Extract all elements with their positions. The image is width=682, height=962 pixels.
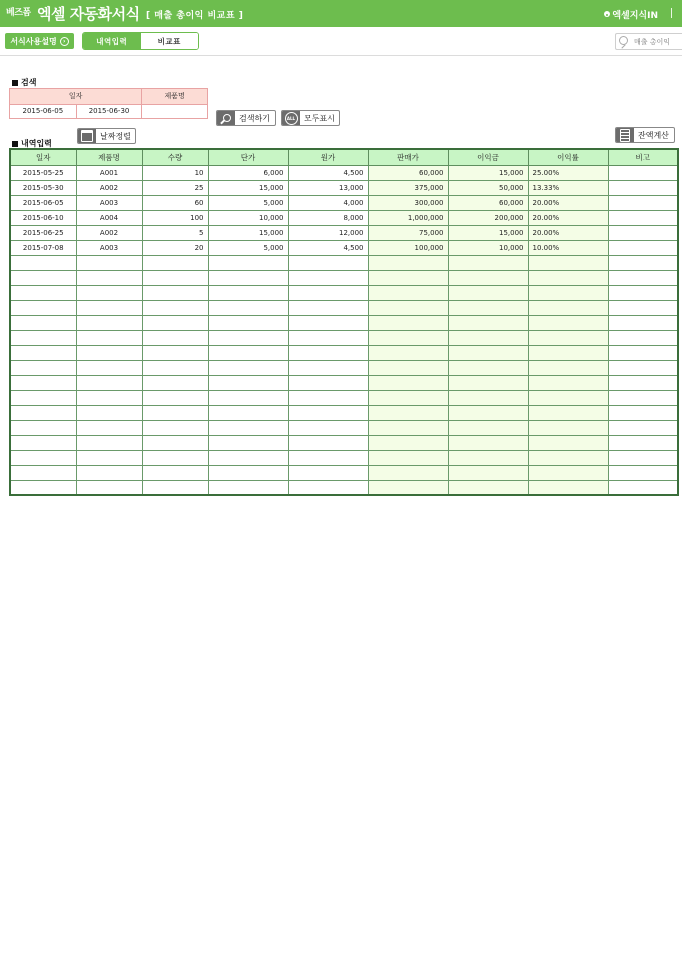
cell-profit[interactable]: 60,000 bbox=[448, 195, 528, 210]
cell-sale[interactable] bbox=[368, 285, 448, 300]
cell-date[interactable] bbox=[10, 345, 76, 360]
search-header-product: 제품명 bbox=[142, 89, 208, 105]
table-row bbox=[10, 240, 678, 255]
cell-note[interactable] bbox=[608, 450, 678, 465]
cell-sale[interactable] bbox=[368, 405, 448, 420]
cell-cost[interactable]: 8,000 bbox=[288, 210, 368, 225]
cell-profit[interactable]: 200,000 bbox=[448, 210, 528, 225]
cell-cost[interactable] bbox=[288, 450, 368, 465]
cell-sale[interactable] bbox=[368, 465, 448, 480]
calculator-icon bbox=[616, 128, 634, 142]
cell-cost[interactable] bbox=[288, 330, 368, 345]
table-row bbox=[10, 375, 678, 390]
cell-sale[interactable]: 100,000 bbox=[368, 240, 448, 255]
cell-product[interactable] bbox=[76, 405, 142, 420]
cell-date[interactable]: 2015-05-30 bbox=[10, 180, 76, 195]
cell-unit-price[interactable] bbox=[208, 465, 288, 480]
cell-profit[interactable] bbox=[448, 405, 528, 420]
cell-profit[interactable] bbox=[448, 315, 528, 330]
app-title: 엑셀 자동화서식 bbox=[37, 5, 140, 23]
search-date-from[interactable]: 2015-06-05 bbox=[10, 104, 77, 118]
cell-note[interactable] bbox=[608, 345, 678, 360]
cell-date[interactable] bbox=[10, 420, 76, 435]
cell-unit-price[interactable] bbox=[208, 270, 288, 285]
cell-unit-price[interactable] bbox=[208, 405, 288, 420]
cell-unit-price[interactable]: 15,000 bbox=[208, 225, 288, 240]
cell-product[interactable] bbox=[76, 285, 142, 300]
cell-unit-price[interactable] bbox=[208, 300, 288, 315]
cell-cost[interactable] bbox=[288, 285, 368, 300]
cell-note[interactable] bbox=[608, 270, 678, 285]
cell-qty[interactable]: 5 bbox=[142, 225, 208, 240]
cell-unit-price[interactable] bbox=[208, 480, 288, 495]
table-row bbox=[10, 405, 678, 420]
cell-note[interactable] bbox=[608, 420, 678, 435]
table-row bbox=[10, 420, 678, 435]
cell-profit[interactable]: 15,000 bbox=[448, 225, 528, 240]
cell-profit[interactable] bbox=[448, 345, 528, 360]
cell-cost[interactable]: 4,500 bbox=[288, 240, 368, 255]
cell-unit-price[interactable] bbox=[208, 375, 288, 390]
cell-margin[interactable] bbox=[528, 480, 608, 495]
cell-unit-price[interactable] bbox=[208, 420, 288, 435]
cell-date[interactable] bbox=[10, 255, 76, 270]
cell-note[interactable] bbox=[608, 480, 678, 495]
cell-note[interactable] bbox=[608, 405, 678, 420]
cell-qty[interactable] bbox=[142, 330, 208, 345]
cell-date[interactable]: 2015-06-10 bbox=[10, 210, 76, 225]
cell-cost[interactable]: 4,500 bbox=[288, 165, 368, 180]
help-button-label: 서식사용설명 bbox=[10, 36, 57, 46]
cell-qty[interactable] bbox=[142, 315, 208, 330]
table-row bbox=[10, 390, 678, 405]
brand-label: 엑셀지식IN bbox=[612, 11, 658, 21]
tab-bar bbox=[82, 32, 199, 50]
cell-qty[interactable] bbox=[142, 360, 208, 375]
cell-product[interactable] bbox=[76, 420, 142, 435]
table-row bbox=[10, 270, 678, 285]
cell-product[interactable] bbox=[76, 450, 142, 465]
cell-product[interactable]: A003 bbox=[76, 240, 142, 255]
calc-balance-button[interactable] bbox=[615, 127, 675, 143]
help-button[interactable] bbox=[5, 33, 74, 49]
cell-product[interactable] bbox=[76, 435, 142, 450]
cell-qty[interactable] bbox=[142, 405, 208, 420]
col-header-qty: 수량 bbox=[142, 149, 208, 165]
cell-margin[interactable] bbox=[528, 255, 608, 270]
cell-note[interactable] bbox=[608, 285, 678, 300]
cell-date[interactable] bbox=[10, 300, 76, 315]
cell-product[interactable]: A001 bbox=[76, 165, 142, 180]
cell-margin[interactable] bbox=[528, 360, 608, 375]
cell-note[interactable] bbox=[608, 360, 678, 375]
cell-unit-price[interactable] bbox=[208, 315, 288, 330]
cell-sale[interactable] bbox=[368, 375, 448, 390]
cell-date[interactable]: 2015-05-25 bbox=[10, 165, 76, 180]
cell-profit[interactable] bbox=[448, 255, 528, 270]
page-subtitle: [ 매출 총이익 비교표 ] bbox=[146, 11, 244, 21]
cell-sale[interactable] bbox=[368, 390, 448, 405]
table-row bbox=[10, 225, 678, 240]
cell-profit[interactable] bbox=[448, 435, 528, 450]
cell-product[interactable] bbox=[76, 375, 142, 390]
cell-qty[interactable] bbox=[142, 300, 208, 315]
cell-unit-price[interactable]: 10,000 bbox=[208, 210, 288, 225]
cell-margin[interactable] bbox=[528, 450, 608, 465]
entry-table bbox=[9, 148, 679, 496]
cell-qty[interactable]: 25 bbox=[142, 180, 208, 195]
cell-cost[interactable] bbox=[288, 435, 368, 450]
all-icon bbox=[282, 111, 300, 125]
cell-profit[interactable] bbox=[448, 285, 528, 300]
cell-qty[interactable] bbox=[142, 255, 208, 270]
cell-profit[interactable] bbox=[448, 480, 528, 495]
cell-qty[interactable] bbox=[142, 375, 208, 390]
cell-date[interactable] bbox=[10, 390, 76, 405]
cell-margin[interactable] bbox=[528, 390, 608, 405]
cell-qty[interactable]: 20 bbox=[142, 240, 208, 255]
cell-margin[interactable] bbox=[528, 345, 608, 360]
cell-qty[interactable] bbox=[142, 345, 208, 360]
cell-unit-price[interactable] bbox=[208, 435, 288, 450]
cell-sale[interactable]: 75,000 bbox=[368, 225, 448, 240]
search-section-title bbox=[12, 77, 36, 88]
entry-section-label: 내역입력 bbox=[21, 139, 52, 148]
search-button[interactable] bbox=[216, 110, 276, 126]
cell-date[interactable] bbox=[10, 270, 76, 285]
cell-qty[interactable]: 60 bbox=[142, 195, 208, 210]
cell-date[interactable]: 2015-06-25 bbox=[10, 225, 76, 240]
cell-note[interactable] bbox=[608, 210, 678, 225]
cell-sale[interactable] bbox=[368, 300, 448, 315]
cell-qty[interactable] bbox=[142, 480, 208, 495]
col-header-unit-price: 단가 bbox=[208, 149, 288, 165]
cell-profit[interactable]: 15,000 bbox=[448, 165, 528, 180]
cell-margin[interactable] bbox=[528, 315, 608, 330]
arrow-circle-icon: › bbox=[60, 37, 69, 46]
cell-qty[interactable] bbox=[142, 420, 208, 435]
search-input[interactable] bbox=[634, 38, 682, 46]
cell-sale[interactable]: 60,000 bbox=[368, 165, 448, 180]
table-row bbox=[10, 345, 678, 360]
cell-unit-price[interactable]: 5,000 bbox=[208, 195, 288, 210]
cell-unit-price[interactable] bbox=[208, 450, 288, 465]
cell-cost[interactable] bbox=[288, 405, 368, 420]
cell-product[interactable]: A002 bbox=[76, 180, 142, 195]
cell-sale[interactable]: 1,000,000 bbox=[368, 210, 448, 225]
cell-note[interactable] bbox=[608, 375, 678, 390]
search-criteria-table bbox=[9, 88, 208, 119]
square-bullet-icon bbox=[12, 141, 18, 147]
cell-sale[interactable] bbox=[368, 480, 448, 495]
cell-margin[interactable]: 20.00% bbox=[528, 225, 608, 240]
cell-product[interactable] bbox=[76, 255, 142, 270]
col-header-margin: 이익률 bbox=[528, 149, 608, 165]
cell-sale[interactable]: 300,000 bbox=[368, 195, 448, 210]
cell-cost[interactable] bbox=[288, 465, 368, 480]
cell-margin[interactable] bbox=[528, 300, 608, 315]
table-row bbox=[10, 480, 678, 495]
cell-margin[interactable] bbox=[528, 465, 608, 480]
cell-note[interactable] bbox=[608, 435, 678, 450]
cell-unit-price[interactable]: 6,000 bbox=[208, 165, 288, 180]
top-header bbox=[0, 0, 682, 27]
show-all-button[interactable] bbox=[281, 110, 340, 126]
cell-product[interactable] bbox=[76, 360, 142, 375]
cell-unit-price[interactable] bbox=[208, 255, 288, 270]
cell-cost[interactable] bbox=[288, 390, 368, 405]
cell-unit-price[interactable] bbox=[208, 390, 288, 405]
cell-sale[interactable] bbox=[368, 315, 448, 330]
cell-unit-price[interactable] bbox=[208, 360, 288, 375]
table-row bbox=[10, 360, 678, 375]
cell-cost[interactable] bbox=[288, 360, 368, 375]
cell-qty[interactable] bbox=[142, 390, 208, 405]
cell-qty[interactable] bbox=[142, 450, 208, 465]
logo-small: 베즈폼 bbox=[6, 8, 31, 18]
location-pin-icon bbox=[604, 11, 610, 19]
cell-sale[interactable]: 375,000 bbox=[368, 180, 448, 195]
cell-date[interactable] bbox=[10, 480, 76, 495]
cell-qty[interactable] bbox=[142, 285, 208, 300]
cell-date[interactable] bbox=[10, 465, 76, 480]
cell-profit[interactable] bbox=[448, 450, 528, 465]
cell-cost[interactable] bbox=[288, 480, 368, 495]
cell-qty[interactable] bbox=[142, 465, 208, 480]
cell-date[interactable]: 2015-07-08 bbox=[10, 240, 76, 255]
cell-unit-price[interactable] bbox=[208, 345, 288, 360]
cell-qty[interactable]: 100 bbox=[142, 210, 208, 225]
cell-cost[interactable] bbox=[288, 300, 368, 315]
cell-product[interactable]: A002 bbox=[76, 225, 142, 240]
brand-link[interactable] bbox=[604, 8, 658, 21]
col-header-sale: 판매가 bbox=[368, 149, 448, 165]
cell-sale[interactable] bbox=[368, 270, 448, 285]
cell-margin[interactable] bbox=[528, 405, 608, 420]
search-date-to[interactable]: 2015-06-30 bbox=[76, 104, 142, 118]
cell-profit[interactable] bbox=[448, 270, 528, 285]
sort-date-button-label: 날짜정렬 bbox=[100, 131, 131, 141]
cell-sale[interactable] bbox=[368, 255, 448, 270]
cell-profit[interactable] bbox=[448, 375, 528, 390]
table-row bbox=[10, 435, 678, 450]
cell-note[interactable] bbox=[608, 390, 678, 405]
cell-qty[interactable]: 10 bbox=[142, 165, 208, 180]
table-row bbox=[10, 300, 678, 315]
cell-cost[interactable] bbox=[288, 345, 368, 360]
cell-date[interactable] bbox=[10, 450, 76, 465]
table-header-row bbox=[10, 149, 678, 165]
cell-cost[interactable] bbox=[288, 315, 368, 330]
cell-profit[interactable] bbox=[448, 465, 528, 480]
cell-qty[interactable] bbox=[142, 435, 208, 450]
cell-unit-price[interactable]: 15,000 bbox=[208, 180, 288, 195]
cell-profit[interactable]: 50,000 bbox=[448, 180, 528, 195]
tab-comparison[interactable]: 비교표 bbox=[141, 33, 199, 49]
cell-margin[interactable] bbox=[528, 375, 608, 390]
col-header-product: 제품명 bbox=[76, 149, 142, 165]
cell-sale[interactable] bbox=[368, 360, 448, 375]
col-header-date: 일자 bbox=[10, 149, 76, 165]
cell-unit-price[interactable]: 5,000 bbox=[208, 240, 288, 255]
cell-product[interactable] bbox=[76, 270, 142, 285]
cell-product[interactable] bbox=[76, 480, 142, 495]
cell-profit[interactable]: 10,000 bbox=[448, 240, 528, 255]
cell-product[interactable] bbox=[76, 315, 142, 330]
cell-date[interactable] bbox=[10, 375, 76, 390]
cell-sale[interactable] bbox=[368, 330, 448, 345]
search-button-label: 검색하기 bbox=[239, 113, 270, 123]
cell-margin[interactable]: 20.00% bbox=[528, 210, 608, 225]
cell-note[interactable] bbox=[608, 195, 678, 210]
cell-note[interactable] bbox=[608, 465, 678, 480]
tab-entry[interactable]: 내역입력 bbox=[83, 33, 141, 49]
search-section-label: 검색 bbox=[21, 78, 37, 87]
magnifier-icon bbox=[217, 111, 235, 125]
cell-date[interactable]: 2015-06-05 bbox=[10, 195, 76, 210]
cell-cost[interactable]: 13,000 bbox=[288, 180, 368, 195]
table-row bbox=[10, 255, 678, 270]
search-product-field[interactable] bbox=[142, 104, 208, 118]
table-row bbox=[10, 210, 678, 225]
header-divider bbox=[671, 8, 672, 18]
table-row bbox=[10, 315, 678, 330]
cell-sale[interactable] bbox=[368, 450, 448, 465]
cell-margin[interactable] bbox=[528, 435, 608, 450]
square-bullet-icon bbox=[12, 80, 18, 86]
site-search bbox=[615, 33, 682, 50]
col-header-profit: 이익금 bbox=[448, 149, 528, 165]
cell-date[interactable] bbox=[10, 360, 76, 375]
cell-sale[interactable] bbox=[368, 435, 448, 450]
cell-product[interactable] bbox=[76, 300, 142, 315]
cell-cost[interactable] bbox=[288, 420, 368, 435]
cell-margin[interactable] bbox=[528, 270, 608, 285]
cell-cost[interactable] bbox=[288, 375, 368, 390]
cell-qty[interactable] bbox=[142, 270, 208, 285]
cell-date[interactable] bbox=[10, 405, 76, 420]
cell-profit[interactable] bbox=[448, 300, 528, 315]
cell-product[interactable] bbox=[76, 345, 142, 360]
cell-date[interactable] bbox=[10, 330, 76, 345]
cell-product[interactable] bbox=[76, 390, 142, 405]
cell-note[interactable] bbox=[608, 330, 678, 345]
table-row bbox=[10, 285, 678, 300]
table-row bbox=[10, 330, 678, 345]
cell-note[interactable] bbox=[608, 315, 678, 330]
cell-note[interactable] bbox=[608, 180, 678, 195]
cell-product[interactable] bbox=[76, 465, 142, 480]
cell-note[interactable] bbox=[608, 240, 678, 255]
table-row bbox=[10, 450, 678, 465]
col-header-cost: 원가 bbox=[288, 149, 368, 165]
cell-margin[interactable] bbox=[528, 330, 608, 345]
cell-unit-price[interactable] bbox=[208, 330, 288, 345]
col-header-note: 비고 bbox=[608, 149, 678, 165]
calendar-icon bbox=[78, 129, 96, 143]
cell-note[interactable] bbox=[608, 165, 678, 180]
cell-profit[interactable] bbox=[448, 420, 528, 435]
cell-note[interactable] bbox=[608, 300, 678, 315]
calc-balance-button-label: 잔액계산 bbox=[638, 130, 669, 140]
search-icon[interactable] bbox=[620, 36, 628, 48]
cell-product[interactable]: A004 bbox=[76, 210, 142, 225]
cell-sale[interactable] bbox=[368, 420, 448, 435]
cell-cost[interactable]: 4,000 bbox=[288, 195, 368, 210]
cell-profit[interactable] bbox=[448, 330, 528, 345]
cell-product[interactable]: A003 bbox=[76, 195, 142, 210]
cell-cost[interactable] bbox=[288, 255, 368, 270]
cell-unit-price[interactable] bbox=[208, 285, 288, 300]
toolbar bbox=[0, 27, 682, 56]
cell-cost[interactable]: 12,000 bbox=[288, 225, 368, 240]
cell-date[interactable] bbox=[10, 285, 76, 300]
cell-margin[interactable]: 20.00% bbox=[528, 195, 608, 210]
sort-date-button[interactable] bbox=[77, 128, 136, 144]
search-header-date: 일자 bbox=[10, 89, 142, 105]
cell-date[interactable] bbox=[10, 435, 76, 450]
cell-profit[interactable] bbox=[448, 360, 528, 375]
cell-margin[interactable]: 13.33% bbox=[528, 180, 608, 195]
table-body bbox=[10, 165, 678, 495]
cell-note[interactable] bbox=[608, 225, 678, 240]
cell-margin[interactable] bbox=[528, 285, 608, 300]
cell-margin[interactable]: 10.00% bbox=[528, 240, 608, 255]
table-row bbox=[10, 195, 678, 210]
cell-margin[interactable] bbox=[528, 420, 608, 435]
cell-product[interactable] bbox=[76, 330, 142, 345]
table-row bbox=[10, 465, 678, 480]
cell-date[interactable] bbox=[10, 315, 76, 330]
cell-sale[interactable] bbox=[368, 345, 448, 360]
cell-note[interactable] bbox=[608, 255, 678, 270]
cell-profit[interactable] bbox=[448, 390, 528, 405]
table-row bbox=[10, 165, 678, 180]
table-row bbox=[10, 180, 678, 195]
cell-cost[interactable] bbox=[288, 270, 368, 285]
show-all-button-label: 모두표시 bbox=[304, 113, 335, 123]
cell-margin[interactable]: 25.00% bbox=[528, 165, 608, 180]
